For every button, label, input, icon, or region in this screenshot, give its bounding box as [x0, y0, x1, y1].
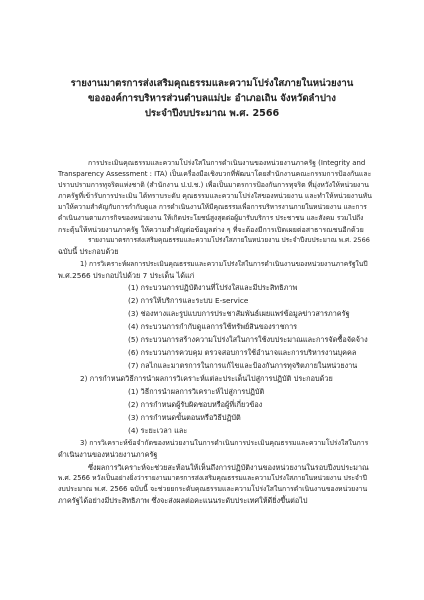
section-1-item: (5) กระบวนการสร้างความโปร่งใสในการใช้งบประมาณและการจัดซื้อจัดจ้าง — [128, 335, 368, 344]
paragraph-2-line: ฉบับนี้ ประกอบด้วย — [58, 247, 119, 256]
paragraph-1-line: ดำเนินงานตามภารกิจของหน่วยงาน ให้เกิดประโยชน์สูงสุดต่อผู้มารับบริการ ประชาชน และสังคม รวมไปถึง — [58, 214, 364, 222]
section-1-heading: พ.ศ.2566 ประกอบไปด้วย 7 ประเด็น ได้แก่ — [58, 271, 195, 280]
paragraph-1-line: การประเมินคุณธรรมและความโปร่งใสในการดำเนินงานของหน่วยงานภาครัฐ (Integrity and — [88, 159, 366, 167]
section-2-item: (2) การกำหนดผู้รับผิดชอบหรือผู้ที่เกี่ยวข้อง — [128, 400, 263, 409]
paragraph-1-line: Transparency Assessment : ITA) เป็นเครื่องมือเชิงบวกที่พัฒนาโดยสำนักงานคณะกรรมการป้องกันและ — [58, 170, 372, 178]
paragraph-1-line: ภาครัฐที่เข้ารับการประเมิน ได้ทราบระดับ คุณธรรมและความโปร่งใสของหน่วยงาน และทำให้หน่วยงานหัน — [58, 192, 372, 200]
closing-paragraph-line: ซึ่งผลการวิเคราะห์จะช่วยสะท้อนให้เห็นถึงการปฏิบัติงานของหน่วยงานในรอบปีงบประมาณ — [88, 463, 369, 472]
paragraph-1-line: มาให้ความสำคัญกับการกำกับดูแล การดำเนินงานให้มีคุณธรรมเพื่อการบริหารงานภายในหน่วยงาน และการ — [58, 203, 367, 211]
section-3-line: 3) การวิเคราะห์ข้อจำกัดของหน่วยงานในการดำเนินการประเมินคุณธรรมและความโปร่งใสในการ — [80, 439, 369, 447]
paragraph-2-line: รายงานมาตรการส่งเสริมคุณธรรมและความโปร่งใสภายในหน่วยงาน ประจำปีงบประมาณ พ.ศ. 2566 — [88, 236, 370, 244]
section-1-item: (7) กลไกและมาตรการในการแก้ไขและป้องกันการทุจริตภายในหน่วยงาน — [128, 361, 358, 370]
closing-paragraph-line: พ.ศ. 2566 หวังเป็นอย่างยิ่งว่ารายงานมาตรการส่งเสริมคุณธรรมและความโปร่งใสภายในหน่วยงาน ประจำปี — [58, 474, 367, 482]
section-3-line: ดำเนินงานของหน่วยงานภาครัฐ — [58, 450, 158, 459]
closing-paragraph-line: งบประมาณ พ.ศ. 2566 ฉบับนี้ จะช่วยยกระดับคุณธรรมและความโปร่งใสในการดำเนินงานของหน่วยงาน — [58, 485, 368, 493]
section-2-item: (1) วิธีการนำผลการวิเคราะห์ไปสู่การปฏิบัติ — [128, 387, 265, 396]
report-title-line-2: ขององค์การบริหารส่วนตำบลแม่ปะ อำเภอเถิน จังหวัดลำปาง — [88, 93, 336, 104]
section-2-heading: 2) การกำหนดวิธีการนำผลการวิเคราะห์แต่ละประเด็นไปสู่การปฏิบัติ ประกอบด้วย — [80, 374, 333, 383]
report-title-line-3: ประจำปีงบประมาณ พ.ศ. 2566 — [144, 108, 280, 119]
section-1-heading: 1) การวิเคราะห์ผลการประเมินคุณธรรมและความโปร่งใสในการดำเนินงานของหน่วยงานภาครัฐในปี — [80, 260, 368, 268]
paragraph-1-line: ปราบปรามการทุจริตแห่งชาติ (สำนักงาน ป.ป.ช.) เพื่อเป็นมาตรการป้องกันการทุจริต ที่มุ่งหวังให้หน่วยงาน — [58, 181, 370, 189]
closing-paragraph-line: ภาครัฐได้อย่างมีประสิทธิภาพ ซึ่งจะส่งผลต่อคะแนนระดับประเทศให้ดียิ่งขึ้นต่อไป — [58, 496, 308, 505]
section-1-item: (1) กระบวนการปฏิบัติงานที่โปร่งใสและมีประสิทธิภาพ — [128, 283, 298, 292]
section-1-item: (3) ช่องทางและรูปแบบการประชาสัมพันธ์เผยแพร่ข้อมูลข่าวสารภาครัฐ — [128, 309, 350, 318]
section-2-item: (3) การกำหนดขั้นตอนหรือวิธีปฏิบัติ — [128, 413, 241, 422]
section-2-item: (4) ระยะเวลา และ — [128, 426, 188, 435]
paragraph-1-line: กระตุ้นให้หน่วยงานภาครัฐ ให้ความสำคัญต่อข้อมูลต่าง ๆ ที่จะต้องมีการเปิดเผยต่อสาธารณชนอีกด้วย — [58, 225, 364, 234]
report-title-line-1: รายงานมาตรการส่งเสริมคุณธรรมและความโปร่งใสภายในหน่วยงาน — [70, 78, 354, 89]
section-1-item: (6) กระบวนการควบคุม ตรวจสอบการใช้อำนาจและการบริหารงานบุคคล — [128, 348, 357, 357]
section-1-item: (4) กระบวนการกำกับดูแลการใช้ทรัพย์สินของราชการ — [128, 322, 298, 331]
section-1-item: (2) การให้บริการและระบบ E-service — [128, 296, 249, 305]
